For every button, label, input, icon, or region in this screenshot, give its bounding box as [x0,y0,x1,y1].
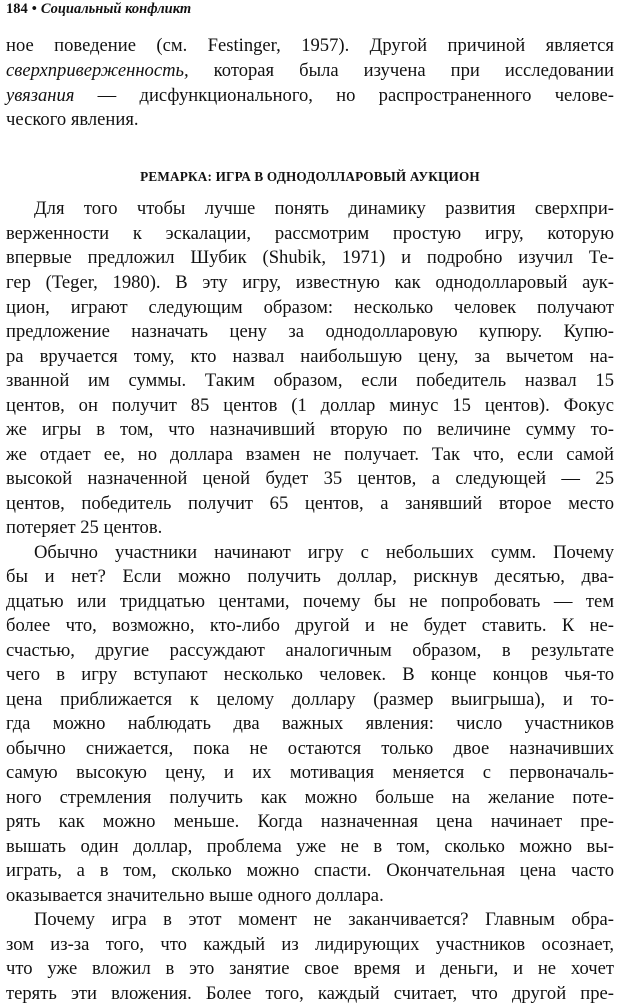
text-line: зом из-за того, что каждый из лидирующих участников осознает, [6,934,614,955]
text-line: счастью, другие рассуждают аналогичным образом, в результате [6,640,614,661]
text-line: вышать один доллар, проблема уже не в том, сколько можно вы- [6,836,614,857]
running-head [6,0,191,18]
text-line: более что, возможно, кто-либо другой и не будет ставить. К не- [6,615,614,636]
text-line: играть, а в том, сколько можно спасти. Окончательная цена часто [6,860,614,881]
text-line: высокой назначенной ценой будет 35 центов, а следующей — 25 [6,468,614,489]
text-line: самую высокую цену, и их мотивация меняется с первоначаль- [6,762,614,783]
text-line: центов, победитель получит 65 центов, а занявший второе место [6,493,614,514]
text-line: же игры в том, что назначивший вторую по величине сумму то- [6,419,614,440]
running-head-separator: • [31,1,37,17]
text-line: гда можно наблюдать два важных явления: число участников [6,713,614,734]
text-line: Для того чтобы лучше понять динамику развития сверхпри- [34,198,614,219]
book-title: Социальный конфликт [40,1,192,17]
text-line: ра вручается тому, кто назвал наибольшую цену, за вычетом на- [6,346,614,367]
text-line: званной им суммы. Таким образом, если победитель назвал 15 [6,370,614,391]
text-line: дцатью или тридцатью центами, почему бы не попробовать — тем [6,591,614,612]
text-line: увязания — дисфункционального, но распространенного челове- [6,85,614,106]
italic-term: увязания [6,85,75,106]
text-line: потеряет 25 центов. [6,517,163,538]
section-heading: РЕМАРКА: ИГРА В ОДНОДОЛЛАРОВЫЙ АУКЦИОН [140,169,480,184]
text-line: чего в игру вступают несколько человек. В конце концов чья-то [6,664,614,685]
text-line: оказывается значительно выше одного доллара. [6,885,384,906]
text-line: цена приближается к целому доллару (размер выигрыша), и то- [6,689,614,710]
page-number: 184 [6,1,28,17]
text-line: цион, играют следующим образом: несколько человек получают [6,297,614,318]
text-line: что уже вложил в это занятие свое время и деньги, и не хочет [6,958,614,979]
text-line: Почему игра в этот момент не заканчивается? Главным обра- [34,909,614,930]
text-line: впервые предложил Шубик (Shubik, 1971) и подробно изучил Те- [6,247,614,268]
text-line: ческого явления. [6,109,139,130]
text-line: терять эти вложения. Более того, каждый считает, что другой пре- [6,983,614,1004]
text-line: рять как можно меньше. Когда назначенная цена начинает пре- [6,811,614,832]
text-line: бы и нет? Если можно получить доллар, рискнув десятью, два- [6,566,614,587]
text-line: же отдает ее, но доллара взамен не получает. Так что, если самой [6,444,614,465]
text-line: центов, он получит 85 центов (1 доллар минус 15 центов). Фокус [6,395,614,416]
text-line: сверхприверженность, которая была изучена при исследовании [6,60,614,81]
text-line: верженности к эскалации, рассмотрим простую игру, которую [6,223,614,244]
italic-term: сверхприверженность, [6,60,189,81]
text-line: ное поведение (см. Festinger, 1957). Другой причиной является [6,35,614,56]
text-line: предложение назначать цену за однодолларовую купюру. Купю- [6,321,614,342]
text-line: Обычно участники начинают игру с небольших сумм. Почему [34,542,614,563]
text-line: ного стремления получить как можно больше на желание поте- [6,787,614,808]
text-line: обычно снижается, пока не остаются только двое назначивших [6,738,614,759]
text-line: гер (Teger, 1980). В эту игру, известную как однодолларовый аук- [6,272,614,293]
